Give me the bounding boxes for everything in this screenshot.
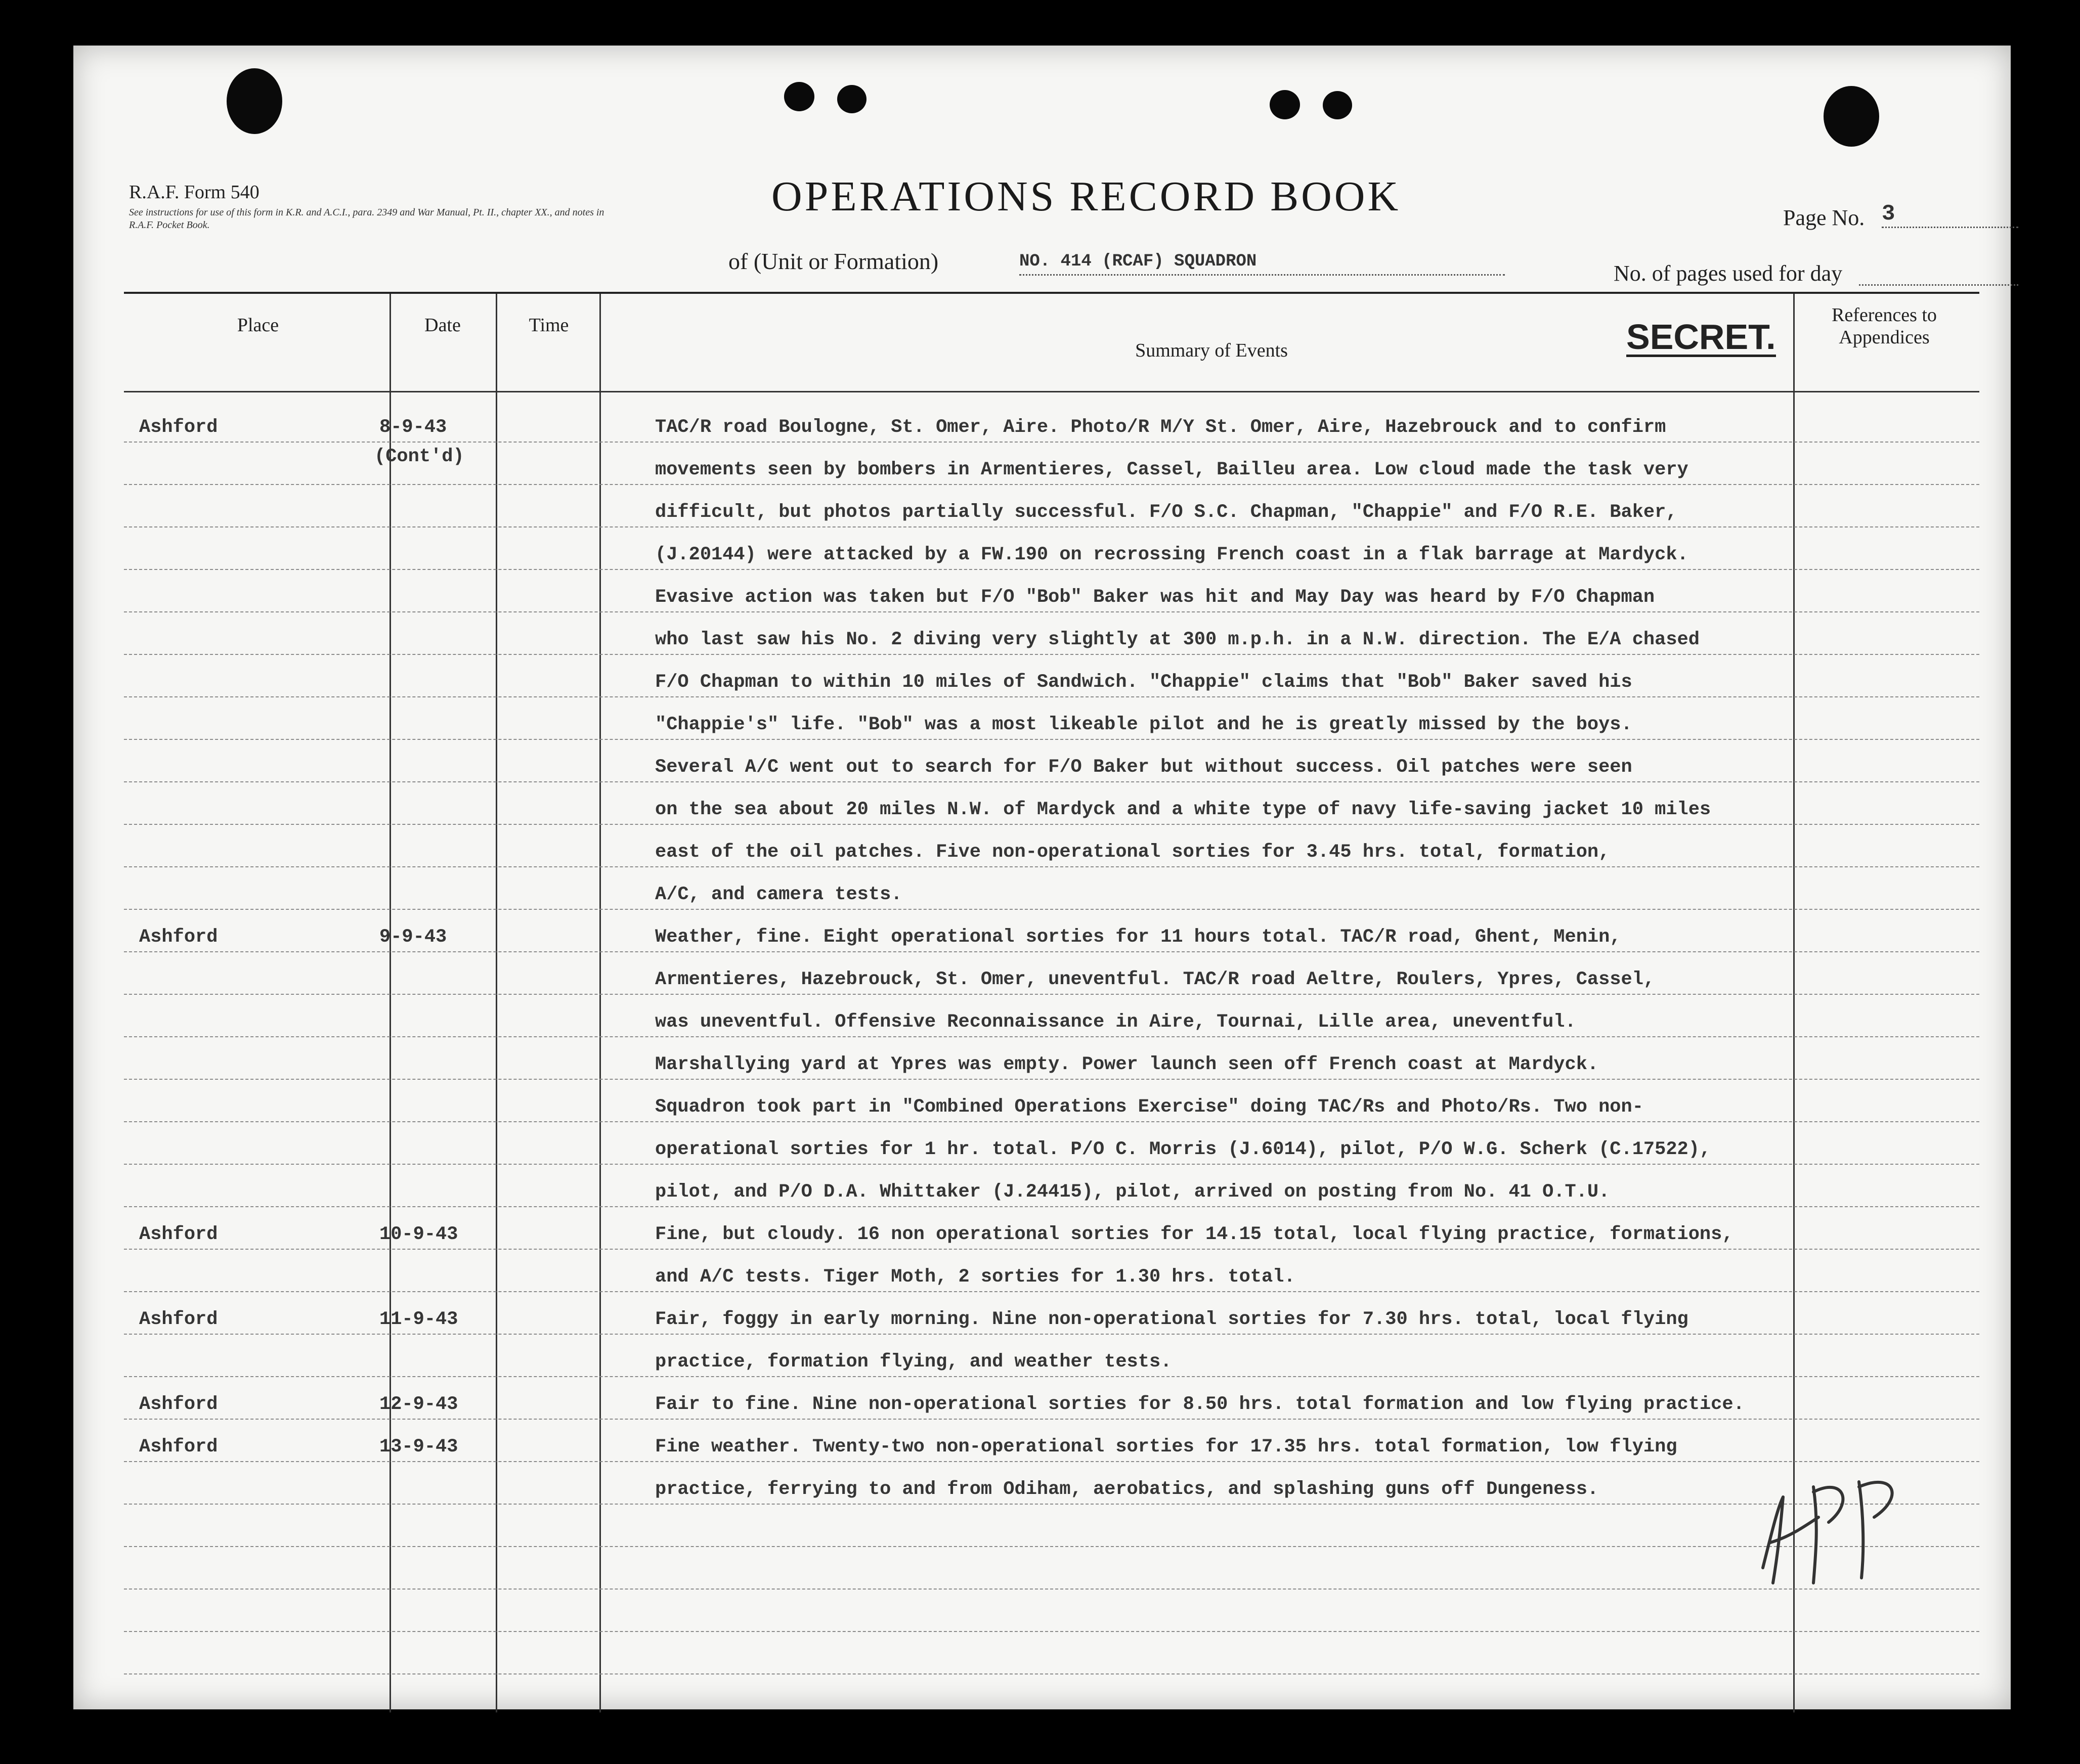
entry-summary-line: "Chappie's" life. "Bob" was a most likeable pilot and he is greatly missed by the boys. — [655, 714, 1632, 735]
entry-date: 10-9-43 — [379, 1224, 458, 1245]
ruled-line — [124, 781, 1979, 782]
ruled-line — [124, 1504, 1979, 1505]
punch-hole — [784, 82, 814, 111]
ruled-line — [124, 1419, 1979, 1420]
form-instructions: See instructions for use of this form in K.R. and A.C.I., para. 2349 and War Manual, Pt. II., chapter XX., and notes in R.A.F. Pocket Book. — [129, 207, 604, 231]
entry-summary-line: was uneventful. Offensive Reconnaissance in Aire, Tournai, Lille area, uneventful. — [655, 1011, 1576, 1033]
ruled-line — [124, 611, 1979, 612]
binder-hole-right — [1824, 86, 1879, 147]
page-number-value: 3 — [1882, 201, 2018, 228]
entry-summary-line: Evasive action was taken but F/O "Bob" Baker was hit and May Day was heard by F/O Chapman — [655, 587, 1655, 608]
column-divider — [599, 294, 601, 1712]
entry-summary-line: difficult, but photos partially successful. F/O S.C. Chapman, "Chappie" and F/O R.E. Baker, — [655, 502, 1677, 523]
ruled-line — [124, 1631, 1979, 1632]
unit-value: NO. 414 (RCAF) SQUADRON — [1019, 252, 1505, 276]
entry-summary-line: east of the oil patches. Five non-operational sorties for 3.45 hrs. total, formation, — [655, 842, 1610, 863]
ruled-line — [124, 484, 1979, 485]
header-date: Date — [424, 315, 461, 336]
entry-summary-line: pilot, and P/O D.A. Whittaker (J.24415), pilot, arrived on posting from No. 41 O.T.U. — [655, 1181, 1610, 1203]
column-divider — [496, 294, 497, 1712]
binder-hole-left — [227, 68, 282, 134]
header-rule — [124, 391, 1979, 392]
ruled-line — [124, 1376, 1979, 1377]
unit-label: of (Unit or Formation) — [728, 248, 939, 274]
ruled-line — [124, 866, 1979, 867]
entry-summary-line: practice, ferrying to and from Odiham, aerobatics, and splashing guns off Dungeness. — [655, 1479, 1599, 1500]
ruled-line — [124, 1249, 1979, 1250]
header-references: References to Appendices — [1832, 304, 1937, 348]
page-number-label: Page No. — [1783, 205, 1865, 230]
events-table — [124, 292, 1979, 1712]
entry-date: 11-9-43 — [379, 1309, 458, 1330]
header-time: Time — [529, 315, 569, 336]
pages-used-label: No. of pages used for day — [1614, 261, 1843, 286]
secret-stamp: SECRET. — [1626, 317, 1776, 357]
entry-place: Ashford — [139, 1436, 218, 1458]
punch-hole — [1270, 90, 1300, 119]
entry-place: Ashford — [139, 1224, 218, 1245]
ruled-line — [124, 1079, 1979, 1080]
ruled-line — [124, 654, 1979, 655]
entry-summary-line: operational sorties for 1 hr. total. P/O C. Morris (J.6014), pilot, P/O W.G. Scherk (C.17522), — [655, 1139, 1711, 1160]
punch-hole — [837, 85, 866, 113]
entry-summary-line: (J.20144) were attacked by a FW.190 on recrossing French coast in a flak barrage at Mardyck. — [655, 544, 1688, 565]
page-title: OPERATIONS RECORD BOOK — [771, 173, 1401, 220]
ruled-line — [124, 1206, 1979, 1207]
entry-summary-line: Marshallying yard at Ypres was empty. Power launch seen off French coast at Mardyck. — [655, 1054, 1599, 1075]
pages-used-value — [1859, 268, 2018, 286]
ruled-line — [124, 1291, 1979, 1292]
ruled-line — [124, 824, 1979, 825]
entry-summary-line: Several A/C went out to search for F/O Baker but without success. Oil patches were seen — [655, 757, 1632, 778]
entry-place: Ashford — [139, 1309, 218, 1330]
entry-summary-line: Fine, but cloudy. 16 non operational sorties for 14.15 total, local flying practice, formations, — [655, 1224, 1734, 1245]
ruled-line — [124, 526, 1979, 527]
ruled-line — [124, 1589, 1979, 1590]
form-number: R.A.F. Form 540 — [129, 182, 259, 203]
column-divider — [389, 294, 391, 1712]
entry-date: 8-9-43 — [379, 417, 447, 438]
entry-summary-line: Armentieres, Hazebrouck, St. Omer, uneventful. TAC/R road Aeltre, Roulers, Ypres, Cassel, — [655, 969, 1655, 990]
entry-summary-line: on the sea about 20 miles N.W. of Mardyck and a white type of navy life-saving jacket 10 miles — [655, 799, 1711, 820]
entry-summary-line: who last saw his No. 2 diving very slightly at 300 m.p.h. in a N.W. direction. The E/A chased — [655, 629, 1700, 650]
entry-date: 12-9-43 — [379, 1394, 458, 1415]
ruled-line — [124, 739, 1979, 740]
ruled-line — [124, 951, 1979, 952]
punch-hole — [1323, 91, 1352, 119]
entry-summary-line: practice, formation flying, and weather tests. — [655, 1351, 1172, 1373]
entry-place: Ashford — [139, 417, 218, 438]
ruled-line — [124, 1334, 1979, 1335]
header-place: Place — [237, 315, 279, 336]
initials-signature — [1743, 1467, 1935, 1588]
entry-summary-line: and A/C tests. Tiger Moth, 2 sorties for 1.30 hrs. total. — [655, 1266, 1295, 1288]
entry-date-note: (Cont'd) — [374, 446, 464, 467]
entry-summary-line: Fair to fine. Nine non-operational sorties for 8.50 hrs. total formation and low flying practice. — [655, 1394, 1745, 1415]
ruled-line — [124, 696, 1979, 697]
ruled-line — [124, 909, 1979, 910]
entry-date: 13-9-43 — [379, 1436, 458, 1458]
ruled-line — [124, 569, 1979, 570]
entry-date: 9-9-43 — [379, 927, 447, 948]
ruled-line — [124, 1673, 1979, 1674]
entry-place: Ashford — [139, 1394, 218, 1415]
ruled-line — [124, 442, 1979, 443]
entry-summary-line: F/O Chapman to within 10 miles of Sandwich. "Chappie" claims that "Bob" Baker saved his — [655, 672, 1632, 693]
entry-summary-line: Weather, fine. Eight operational sorties for 11 hours total. TAC/R road, Ghent, Menin, — [655, 927, 1621, 948]
ruled-line — [124, 1546, 1979, 1547]
ruled-line — [124, 1121, 1979, 1122]
entry-summary-line: TAC/R road Boulogne, St. Omer, Aire. Photo/R M/Y St. Omer, Aire, Hazebrouck and to confirm — [655, 417, 1666, 438]
ruled-line — [124, 994, 1979, 995]
header-summary: Summary of Events — [1135, 340, 1288, 361]
ruled-line — [124, 1461, 1979, 1462]
record-form — [73, 46, 2011, 1709]
entry-place: Ashford — [139, 927, 218, 948]
ruled-line — [124, 1036, 1979, 1037]
ruled-line — [124, 1164, 1979, 1165]
entry-summary-line: Fair, foggy in early morning. Nine non-operational sorties for 7.30 hrs. total, local flying — [655, 1309, 1688, 1330]
entry-summary-line: movements seen by bombers in Armentieres, Cassel, Bailleu area. Low cloud made the task very — [655, 459, 1688, 480]
entry-summary-line: A/C, and camera tests. — [655, 884, 902, 905]
entry-summary-line: Squadron took part in "Combined Operations Exercise" doing TAC/Rs and Photo/Rs. Two non- — [655, 1096, 1643, 1118]
entry-summary-line: Fine weather. Twenty-two non-operational sorties for 17.35 hrs. total formation, low flying — [655, 1436, 1677, 1458]
